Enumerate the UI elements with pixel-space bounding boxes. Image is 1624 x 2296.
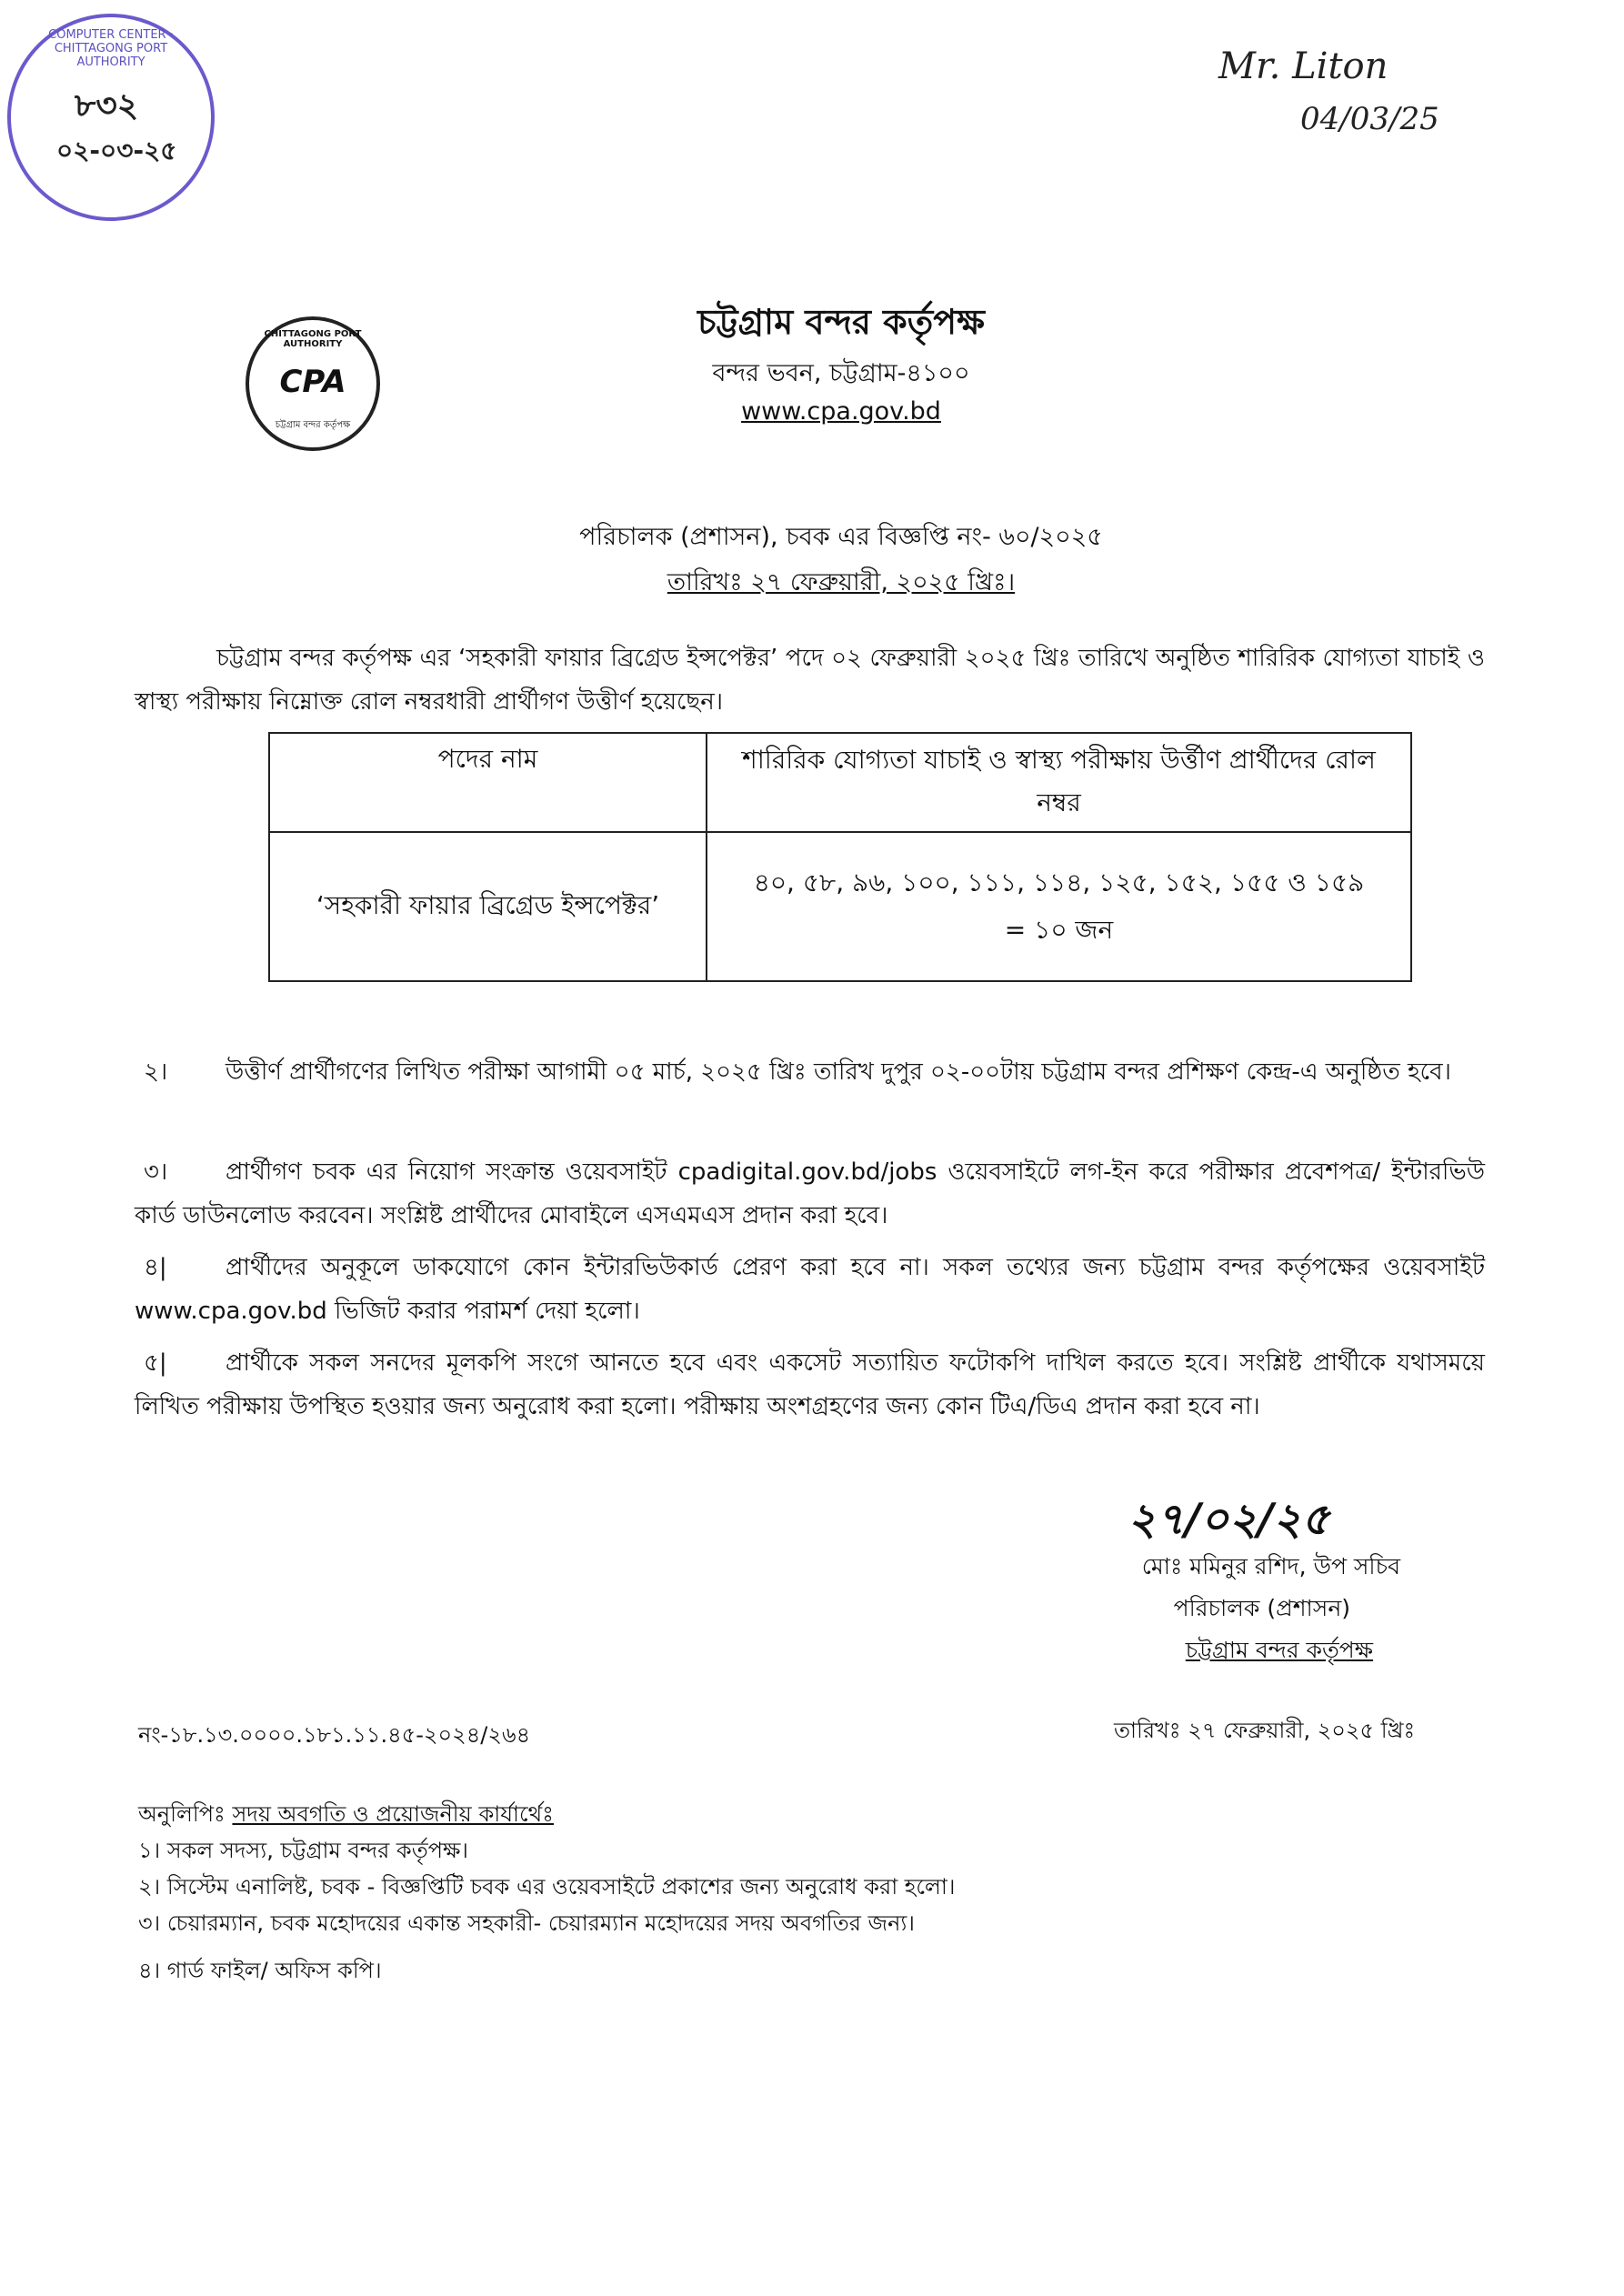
- copies-list-item: ৪। গার্ড ফাইল/ অফিস কপি।: [138, 1958, 382, 1983]
- copies-list-item: ১। সকল সদস্য, চট্টগ্রাম বন্দর কর্তৃপক্ষ।: [138, 1838, 469, 1863]
- signatory-name: মোঃ মমিনুর রশিদ, উপ সচিব: [1141, 1553, 1400, 1579]
- post-name: ‘সহকারী ফায়ার ব্রিগ্রেড ইন্সপেক্টর’: [269, 832, 707, 981]
- roll-total: = ১০ জন: [1004, 915, 1114, 945]
- notice-date: তারিখঃ ২৭ ফেব্রুয়ারী, ২০২৫ খ্রিঃ।: [667, 568, 1016, 597]
- paragraph-2: [135, 1050, 1485, 1094]
- paragraph-number: ২।: [144, 1058, 168, 1086]
- paragraph-number: ৪|: [144, 1254, 167, 1281]
- copies-heading: অনুলিপিঃ সদয় অবগতি ও প্রয়োজনীয় কার্যার্থেঃ: [138, 1801, 554, 1827]
- header-rolls: শারিরিক যোগ্যতা যাচাই ও স্বাস্থ্য পরীক্ষায় উর্ত্তীণ প্রার্থীদের রোল নম্বর: [707, 733, 1411, 832]
- computer-center-stamp: [7, 14, 215, 221]
- paragraph-5: [135, 1341, 1485, 1429]
- org-website-link[interactable]: www.cpa.gov.bd: [741, 397, 941, 426]
- signatory-block: [955, 1546, 1400, 1671]
- copies-list-item: ৩। চেয়ারম্যান, চবক মহোদয়ের একান্ত সহকারী- চেয়ারম্যান মহোদয়ের সদয় অবগতির জন্য।: [138, 1910, 915, 1936]
- paragraph-text: উত্তীর্ণ প্রার্থীগণের লিখিত পরীক্ষা আগামী ০৫ মার্চ, ২০২৫ খ্রিঃ তারিখ দুপুর ০২-০০টায় চট্টগ্রাম বন্দর প্রশিক্ষণ কেন্দ্র-এ অনুষ্ঠিত হবে।: [226, 1058, 1451, 1086]
- results-table: [268, 732, 1412, 982]
- stamp-number: ৮৩২: [75, 87, 139, 125]
- org-name: চট্টগ্রাম বন্দর কর্তৃপক্ষ: [697, 302, 985, 342]
- copies-section: [138, 1796, 1320, 1989]
- logo-ring-text: CHITTAGONG PORT AUTHORITY: [264, 329, 362, 349]
- receipt-signature-name: Mr. Liton: [1218, 45, 1388, 87]
- cpa-logo: [246, 316, 380, 451]
- logo-initials: CPA: [279, 364, 346, 400]
- table-header-row: [269, 733, 1411, 832]
- memo-date: তারিখঃ ২৭ ফেব্রুয়ারী, ২০২৫ খ্রিঃ: [1114, 1718, 1416, 1743]
- table-row: [269, 832, 1411, 981]
- stamp-text: COMPUTER CENTER · CHITTAGONG PORT AUTHORITY: [48, 28, 174, 69]
- paragraph-4: [135, 1246, 1485, 1333]
- paragraph-number: ৫|: [144, 1349, 167, 1377]
- memo-reference: নং-১৮.১৩.০০০০.১৮১.১১.৪৫-২০২৪/২৬৪: [138, 1722, 531, 1748]
- roll-numbers: ৪০, ৫৮, ৯৬, ১০০, ১১১, ১১৪, ১২৫, ১৫২, ১৫৫ ও ১৫৯: [753, 867, 1365, 897]
- receipt-signature-date: 04/03/25: [1300, 101, 1439, 137]
- org-address: বন্দর ভবন, চট্টগ্রাম-৪১০০: [712, 359, 970, 387]
- stamp-date: ০২-০৩-২৫: [56, 135, 177, 165]
- intro-paragraph: চট্টগ্রাম বন্দর কর্তৃপক্ষ এর ‘সহকারী ফায়ার ব্রিগ্রেড ইন্সপেক্টর’ পদে ০২ ফেব্রুয়ারী ২০২৫ খ্রিঃ তারিখে অনুষ্ঠিত শারিরিক যোগ্যতা যাচাই ও স্বাস্থ্য পরীক্ষায় নিম্নোক্ত রোল নম্বরধারী প্রার্থীগণ উত্তীর্ণ হয়েছেন।: [135, 645, 1485, 716]
- notice-number: পরিচালক (প্রশাসন), চবক এর বিজ্ঞপ্তি নং- ৬০/২০২৫: [579, 523, 1103, 551]
- signatory-org: চট্টগ্রাম বন্দর কর্তৃপক্ষ: [1185, 1637, 1373, 1663]
- paragraph-text: প্রার্থীগণ চবক এর নিয়োগ সংক্রান্ত ওয়েবসাইট cpadigital.gov.bd/jobs ওয়েবসাইটে লগ-ইন করে পরীক্ষার প্রবেশপত্র/ ইন্টারভিউ কার্ড ডাউনলোড করবেন। সংশ্লিষ্ট প্রার্থীদের মোবাইলে এসএমএস প্রদান করা হবে।: [135, 1158, 1485, 1229]
- paragraph-text: প্রার্থীকে সকল সনদের মূলকপি সংগে আনতে হবে এবং একসেট সত্যায়িত ফটোকপি দাখিল করতে হবে। সংশ্লিষ্ট প্রার্থীকে যথাসময়ে লিখিত পরীক্ষায় উপস্থিত হওয়ার জন্য অনুরোধ করা হলো। পরীক্ষায় অংশগ্রহণের জন্য কোন টিএ/ডিএ প্রদান করা হবে না।: [135, 1349, 1485, 1420]
- header-post: পদের নাম: [269, 733, 707, 832]
- paragraph-number: ৩।: [144, 1158, 168, 1186]
- signatory-designation: পরিচালক (প্রশাসন): [1173, 1595, 1350, 1621]
- paragraph-text: প্রার্থীদের অনুকূলে ডাকযোগে কোন ইন্টারভিউকার্ড প্রেরণ করা হবে না। সকল তথ্যের জন্য চট্টগ্রাম বন্দর কর্তৃপক্ষের ওয়েবসাইট www.cpa.gov.bd ভিজিট করার পরামর্শ দেয়া হলো।: [135, 1254, 1485, 1325]
- signatory-signature: ২৭/০২/২৫: [1128, 1494, 1330, 1545]
- receipt-signature: [1218, 45, 1491, 173]
- roll-cell: [707, 832, 1411, 981]
- logo-bottom-text: চট্টগ্রাম বন্দর কর্তৃপক্ষ: [275, 420, 351, 430]
- paragraph-3: [135, 1150, 1485, 1238]
- copies-list-item: ২। সিস্টেম এনালিষ্ট, চবক - বিজ্ঞপ্তিটি চবক এর ওয়েবসাইটে প্রকাশের জন্য অনুরোধ করা হলো।: [138, 1874, 956, 1900]
